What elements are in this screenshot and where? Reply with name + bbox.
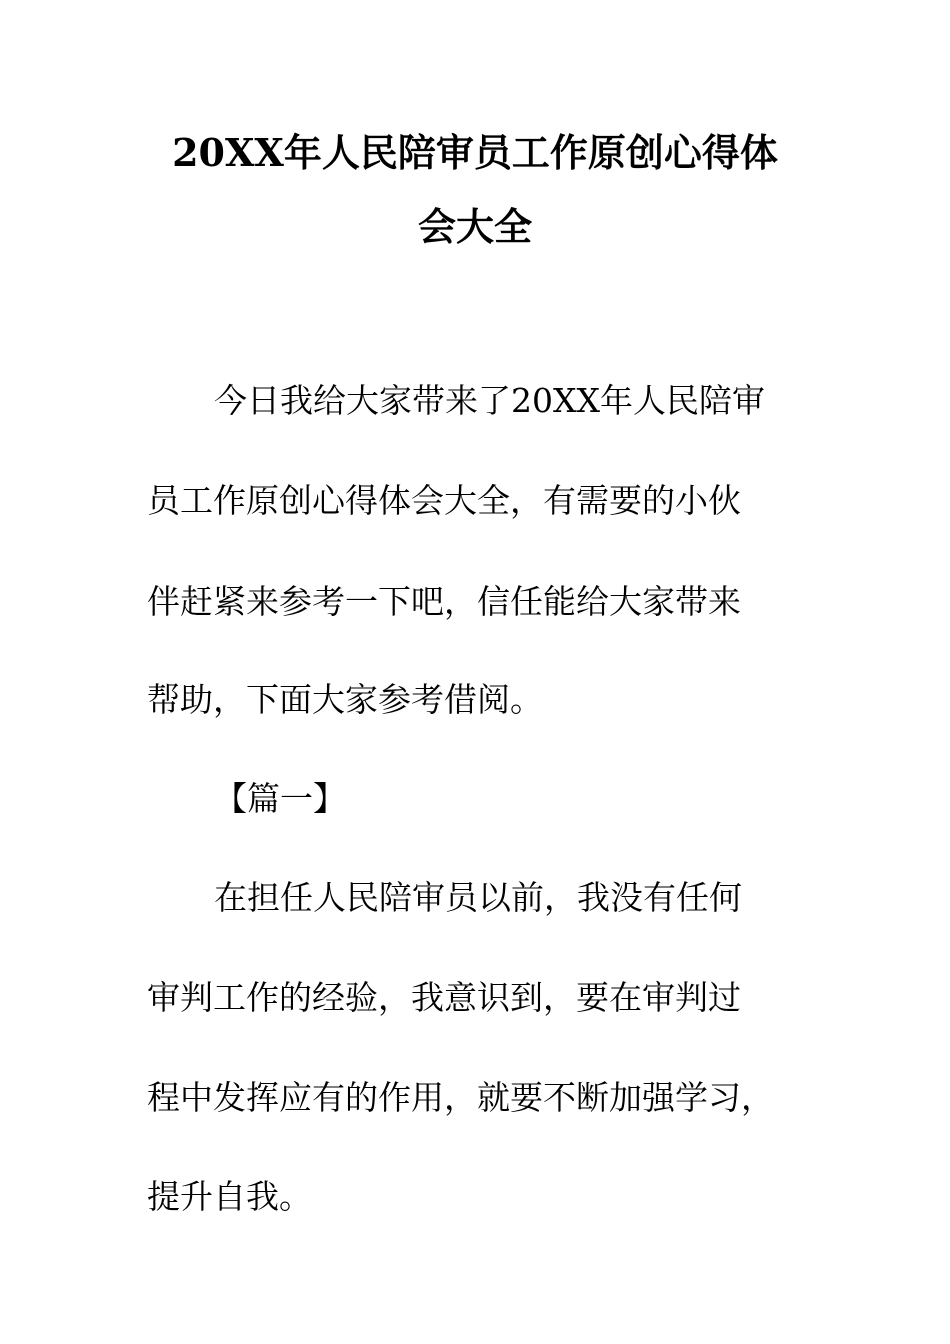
paragraph-1-line-2: 员工作原创心得体会大全，有需要的小伙 [147,481,741,520]
paragraph-1-line-4: 帮助，下面大家参考借阅。 [147,680,543,719]
paragraph-2-line-3: 程中发挥应有的作用，就要不断加强学习， [147,1078,774,1117]
paragraph-2-line-1: 在担任人民陪审员以前，我没有任何 [214,878,742,917]
paragraph-1-line-1: 今日我给大家带来了20XX年人民陪审 [214,381,765,420]
document-title-line-1: 20XX年人民陪审员工作原创心得体 [172,130,778,175]
section-heading-part-one: 【篇一】 [214,779,346,818]
paragraph-2-line-4: 提升自我。 [147,1177,312,1216]
document-title-line-2: 会大全 [417,204,532,249]
paragraph-1-line-3: 伴赶紧来参考一下吧，信任能给大家带来 [147,582,741,621]
paragraph-2-line-2: 审判工作的经验，我意识到，要在审判过 [147,978,741,1017]
